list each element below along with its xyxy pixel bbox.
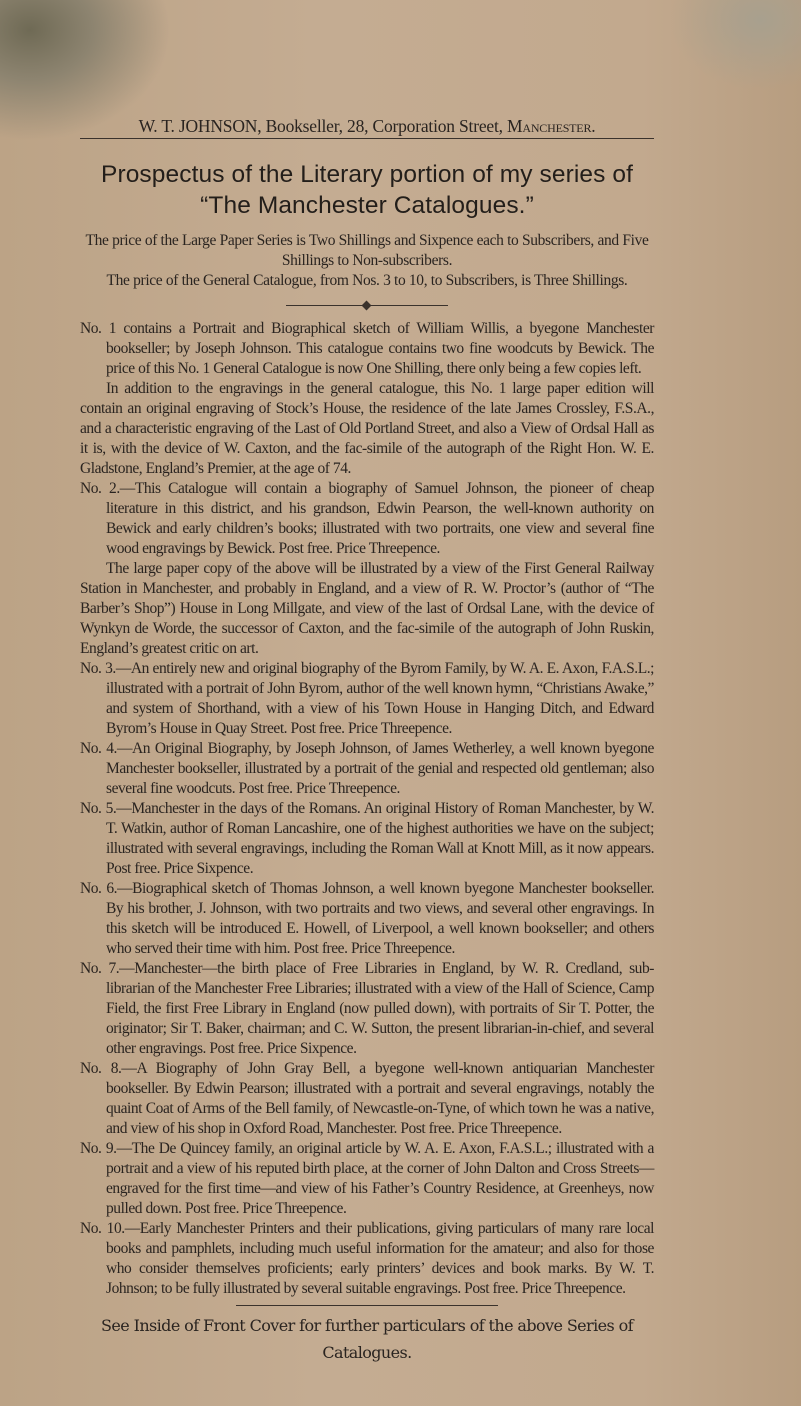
- header-rule: [80, 138, 654, 139]
- catalogue-list: [80, 319, 654, 1299]
- page-header: [80, 116, 654, 136]
- catalogue-entry-1: No. 1 contains a Portrait and Biographical sketch of William Willis, a byegone Manchester bookseller; by Joseph Johnson. This catalogue contains two fine woodcuts by Bewick. The price of this No. 1 General Catalogue is now One Shilling, there only being a few copies left.: [80, 320, 654, 377]
- bookseller-address: Bookseller, 28, Corporation Street,: [265, 116, 503, 136]
- catalogue-entry-8: No. 8.—A Biography of John Gray Bell, a byegone well-known antiquarian Manchester bookseller. By Edwin Pearson; illustrated with a portrait and several engravings, notably the quaint Coat of Arms of the Bell family, of Newcastle-on-Tyne, of which town he was a native, and view of his shop in Oxford Road, Manchester. Post free. Price Threepence.: [80, 1060, 654, 1137]
- footer-line-1: See Inside of Front Cover for further particulars of the above Series of: [101, 1316, 633, 1335]
- catalogue-entry-5: No. 5.—Manchester in the days of the Romans. An original History of Roman Manchester, by W. T. Watkin, author of Roman Lancashire, one of the highest authorities we have on the subject; illustrated with several engravings, including the Roman Wall at Knott Mill, as it now appears. Post free. Price Sixpence.: [80, 800, 654, 877]
- title-line-1: Prospectus of the Literary portion of my series of: [101, 161, 633, 188]
- price-large-paper: The price of the Large Paper Series is Two Shillings and Sixpence each to Subscribers, and Five Shillings to Non-subscribers.: [85, 232, 649, 269]
- catalogue-entry-6: No. 6.—Biographical sketch of Thomas Johnson, a well known byegone Manchester bookseller. By his brother, J. Johnson, with two portraits and two views, and several other engravings. In this sketch will be introduced E. Howell, of Liverpool, a well known bookseller; and others who served their time with him. Post free. Price Threepence.: [80, 880, 654, 957]
- price-general: The price of the General Catalogue, from Nos. 3 to 10, to Subscribers, is Three Shillings.: [106, 272, 628, 289]
- bookseller-city: Manchester.: [507, 116, 596, 136]
- bookseller-name: W. T. JOHNSON,: [138, 116, 262, 136]
- diamond-ornament-icon: [362, 301, 372, 311]
- price-notes: [80, 231, 654, 291]
- footer-line-2: Catalogues.: [322, 1343, 412, 1362]
- catalogue-entry-2: No. 2.—This Catalogue will contain a biography of Samuel Johnson, the pioneer of cheap literature in this district, and his grandson, Edwin Pearson, the well-known authority on Bewick and early children’s books; illustrated with two portraits, one view and several fine wood engravings by Bewick. Post free. Price Threepence.: [80, 480, 654, 557]
- catalogue-entry-3: No. 3.—An entirely new and original biography of the Byrom Family, by W. A. E. Axon, F.A.S.L.; illustrated with a portrait of John Byrom, author of the well known hymn, “Christians Awake,” and system of Shorthand, with a view of his Town House in Hanging Ditch, and Edward Byrom’s House in Quay Street. Post free. Price Threepence.: [80, 660, 654, 737]
- catalogue-entry-9: No. 9.—The De Quincey family, an original article by W. A. E. Axon, F.A.S.L.; illustrated with a portrait and a view of his reputed birth place, at the corner of John Dalton and Cross Streets—engraved for the first time—and view of his Father’s Country Residence, at Greenheys, now pulled down. Post free. Price Threepence.: [80, 1140, 654, 1217]
- catalogue-entry-10: No. 10.—Early Manchester Printers and their publications, giving particulars of many rare local books and pamphlets, including much useful information for the amateur; and also for those who consider themselves proficients; early printers’ devices and book marks. By W. T. Johnson; to be fully illustrated by several suitable engravings. Post free. Price Threepence.: [80, 1220, 654, 1297]
- title-line-2: “The Manchester Catalogues.”: [200, 192, 534, 219]
- catalogue-entry-1-large-paper: In addition to the engravings in the general catalogue, this No. 1 large paper edition will contain an original engraving of Stock’s House, the residence of the late James Crossley, F.S.A., and a characteristic engraving of the Last of Old Portland Street, and also a View of Ordsal Hall as it is, with the device of W. Caxton, and the fac-simile of the autograph of the Right Hon. W. E. Gladstone, England’s Premier, at the age of 74.: [80, 380, 654, 477]
- ornament: [286, 299, 448, 313]
- catalogue-entry-7: No. 7.—Manchester—the birth place of Free Libraries in England, by W. R. Credland, sub-librarian of the Manchester Free Libraries; illustrated with a view of the Hall of Science, Camp Field, the first Free Library in England (now pulled down), with portraits of Sir T. Potter, the originator; Sir T. Baker, chairman; and C. W. Sutton, the present librarian-in-chief, and several other engravings. Post free. Price Sixpence.: [80, 960, 654, 1057]
- page: [80, 0, 654, 1406]
- footer-note: [80, 1312, 654, 1366]
- end-rule: [236, 1305, 498, 1306]
- catalogue-entry-4: No. 4.—An Original Biography, by Joseph Johnson, of James Wetherley, a well known byegone Manchester bookseller, illustrated by a portrait of the genial and respected old gentleman; also several fine woodcuts. Post free. Price Threepence.: [80, 740, 654, 797]
- catalogue-entry-2-large-paper: The large paper copy of the above will be illustrated by a view of the First General Railway Station in Manchester, and probably in England, and a view of R. W. Proctor’s (author of “The Barber’s Shop”) House in Long Millgate, and view of the last of Ordsal Lane, with the device of Wynkyn de Worde, the successor of Caxton, and the fac-simile of the autograph of John Ruskin, England’s greatest critic on art.: [80, 560, 654, 657]
